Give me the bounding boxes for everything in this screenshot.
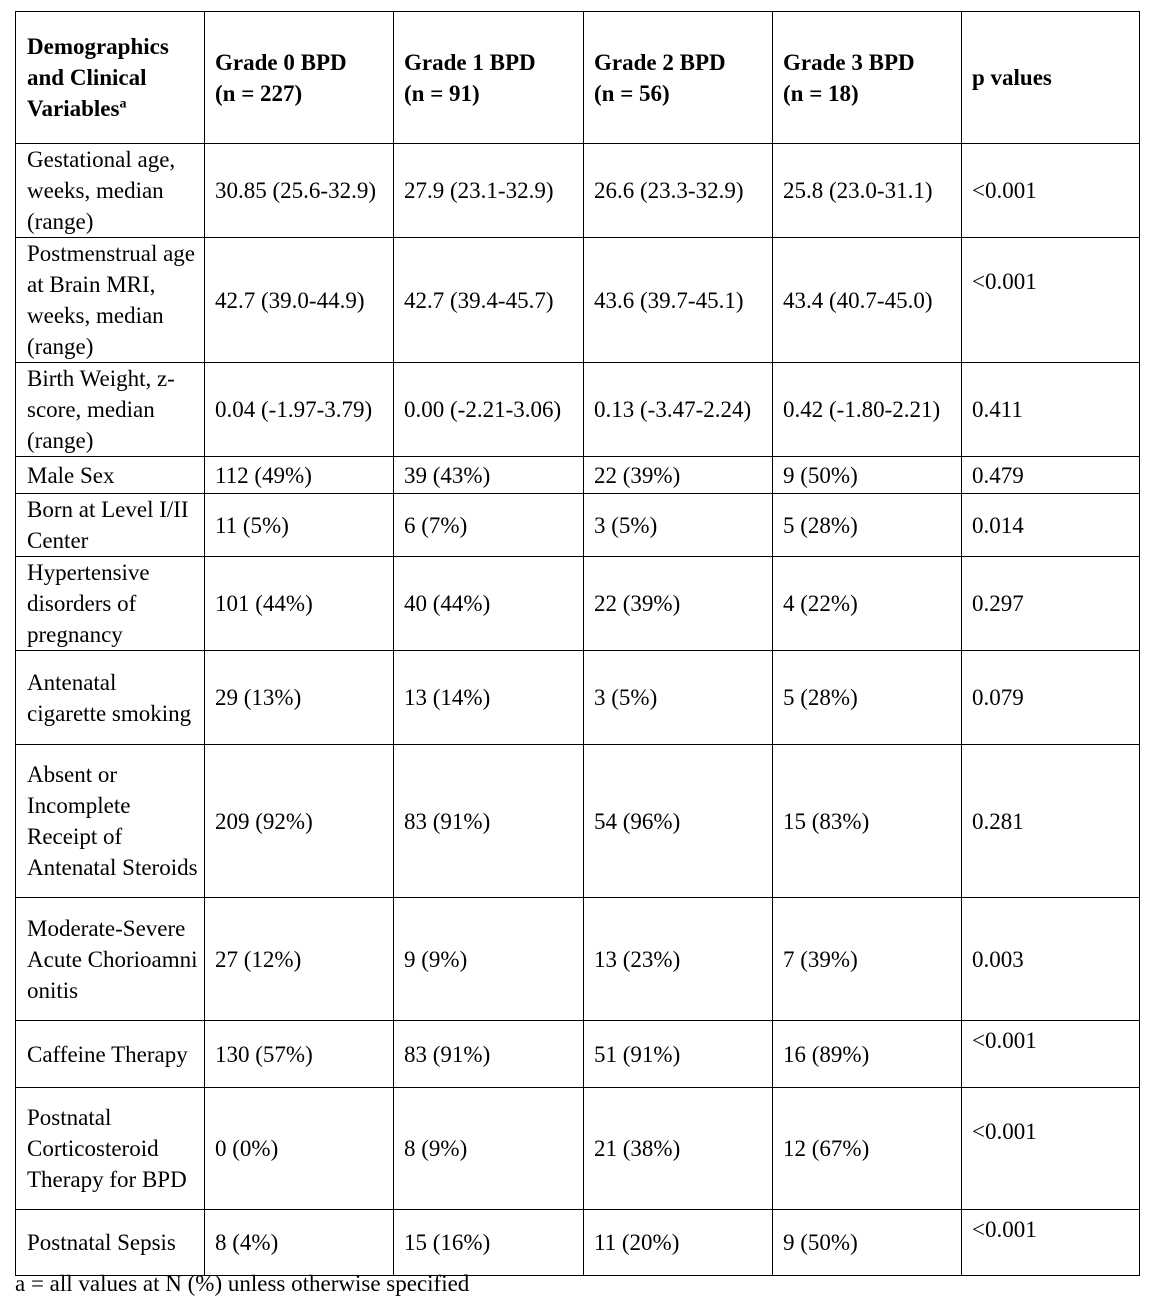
header-p-values: p values: [962, 12, 1140, 144]
table-row: [16, 1021, 1140, 1088]
grade-0-cell: 209 (92%): [205, 745, 394, 898]
grade-1-cell: 15 (16%): [394, 1210, 584, 1276]
table-row: [16, 363, 1140, 457]
grade-0-cell: 29 (13%): [205, 651, 394, 745]
grade-0-cell: 0 (0%): [205, 1088, 394, 1210]
variable-cell: Antenatal cigarette smoking: [16, 651, 205, 745]
grade-1-cell: 13 (14%): [394, 651, 584, 745]
table-row: [16, 557, 1140, 651]
p-value-cell: <0.001: [962, 238, 1140, 363]
grade-3-cell: 5 (28%): [773, 494, 962, 557]
grade-3-cell: 9 (50%): [773, 1210, 962, 1276]
grade-1-cell: 0.00 (-2.21-3.06): [394, 363, 584, 457]
grade-0-cell: 130 (57%): [205, 1021, 394, 1088]
variable-cell: Postmenstrual age at Brain MRI, weeks, median (range): [16, 238, 205, 363]
variable-cell: Postnatal Sepsis: [16, 1210, 205, 1276]
header-grade-0: Grade 0 BPD (n = 227): [205, 12, 394, 144]
grade-3-cell: 5 (28%): [773, 651, 962, 745]
variable-cell: Male Sex: [16, 457, 205, 494]
header-row: [16, 12, 1140, 144]
p-value-cell: 0.014: [962, 494, 1140, 557]
variable-cell: Postnatal Corticosteroid Therapy for BPD: [16, 1088, 205, 1210]
header-grade-2: Grade 2 BPD (n = 56): [584, 12, 773, 144]
p-value-cell: 0.297: [962, 557, 1140, 651]
table-footnote: a = all values at N (%) unless otherwise specified: [15, 1271, 470, 1296]
grade-2-cell: 3 (5%): [584, 651, 773, 745]
grade-2-cell: 54 (96%): [584, 745, 773, 898]
grade-1-cell: 40 (44%): [394, 557, 584, 651]
grade-0-cell: 42.7 (39.0-44.9): [205, 238, 394, 363]
grade-2-cell: 21 (38%): [584, 1088, 773, 1210]
grade-0-cell: 8 (4%): [205, 1210, 394, 1276]
grade-3-cell: 25.8 (23.0-31.1): [773, 144, 962, 238]
header-variables: Demographics and Clinical Variables$^a$: [16, 12, 205, 144]
p-value-cell: <0.001: [962, 1021, 1140, 1088]
variable-cell: Birth Weight, z-score, median (range): [16, 363, 205, 457]
grade-3-cell: 15 (83%): [773, 745, 962, 898]
grade-0-cell: 11 (5%): [205, 494, 394, 557]
grade-2-cell: 11 (20%): [584, 1210, 773, 1276]
grade-2-cell: 51 (91%): [584, 1021, 773, 1088]
grade-2-cell: 26.6 (23.3-32.9): [584, 144, 773, 238]
header-grade-3: Grade 3 BPD (n = 18): [773, 12, 962, 144]
table-row: [16, 457, 1140, 494]
grade-2-cell: 43.6 (39.7-45.1): [584, 238, 773, 363]
grade-3-cell: 4 (22%): [773, 557, 962, 651]
table-row: [16, 651, 1140, 745]
grade-1-cell: 42.7 (39.4-45.7): [394, 238, 584, 363]
table-row: [16, 238, 1140, 363]
grade-3-cell: 0.42 (-1.80-2.21): [773, 363, 962, 457]
grade-1-cell: 39 (43%): [394, 457, 584, 494]
grade-3-cell: 9 (50%): [773, 457, 962, 494]
grade-0-cell: 27 (12%): [205, 898, 394, 1021]
grade-0-cell: 30.85 (25.6-32.9): [205, 144, 394, 238]
header-grade-1: Grade 1 BPD (n = 91): [394, 12, 584, 144]
p-value-cell: 0.479: [962, 457, 1140, 494]
grade-0-cell: 101 (44%): [205, 557, 394, 651]
grade-1-cell: 83 (91%): [394, 1021, 584, 1088]
grade-2-cell: 22 (39%): [584, 457, 773, 494]
variable-cell: Moderate-Severe Acute Chorioamnionitis: [16, 898, 205, 1021]
variable-cell: Caffeine Therapy: [16, 1021, 205, 1088]
grade-1-cell: 27.9 (23.1-32.9): [394, 144, 584, 238]
variable-cell: Gestational age, weeks, median (range): [16, 144, 205, 238]
grade-3-cell: 7 (39%): [773, 898, 962, 1021]
grade-3-cell: 12 (67%): [773, 1088, 962, 1210]
p-value-cell: <0.001: [962, 144, 1140, 238]
grade-3-cell: 16 (89%): [773, 1021, 962, 1088]
table-row: [16, 1088, 1140, 1210]
table-row: [16, 898, 1140, 1021]
p-value-cell: 0.411: [962, 363, 1140, 457]
table-row: [16, 144, 1140, 238]
grade-2-cell: 3 (5%): [584, 494, 773, 557]
variable-cell: Absent or Incomplete Receipt of Antenatal Steroids: [16, 745, 205, 898]
grade-3-cell: 43.4 (40.7-45.0): [773, 238, 962, 363]
grade-1-cell: 9 (9%): [394, 898, 584, 1021]
footnote-marker: a: [119, 96, 127, 112]
grade-2-cell: 13 (23%): [584, 898, 773, 1021]
grade-0-cell: 0.04 (-1.97-3.79): [205, 363, 394, 457]
p-value-cell: 0.079: [962, 651, 1140, 745]
variable-cell: Born at Level I/II Center: [16, 494, 205, 557]
p-value-cell: 0.281: [962, 745, 1140, 898]
grade-0-cell: 112 (49%): [205, 457, 394, 494]
grade-1-cell: 8 (9%): [394, 1088, 584, 1210]
p-value-cell: 0.003: [962, 898, 1140, 1021]
table-row: [16, 1210, 1140, 1276]
grade-2-cell: 22 (39%): [584, 557, 773, 651]
table-row: [16, 494, 1140, 557]
grade-2-cell: 0.13 (-3.47-2.24): [584, 363, 773, 457]
p-value-cell: <0.001: [962, 1088, 1140, 1210]
grade-1-cell: 6 (7%): [394, 494, 584, 557]
p-value-cell: <0.001: [962, 1210, 1140, 1276]
grade-1-cell: 83 (91%): [394, 745, 584, 898]
table-row: [16, 745, 1140, 898]
demographics-table: [15, 11, 1140, 1276]
variable-cell: Hypertensive disorders of pregnancy: [16, 557, 205, 651]
